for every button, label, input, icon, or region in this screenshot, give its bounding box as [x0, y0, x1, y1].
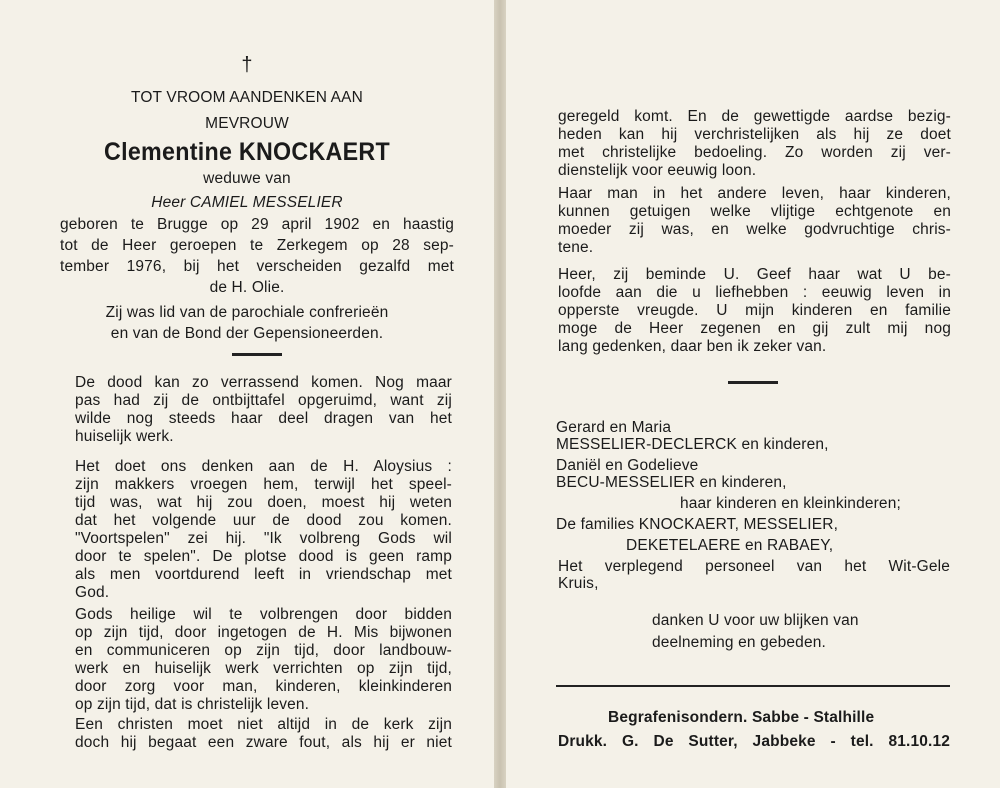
text-line: door zorg voor man, kinderen, kleinkinderen	[75, 678, 452, 695]
text-line: met christelijke bedoeling. Zo worden zij ver-	[558, 144, 951, 161]
divider-rule	[728, 381, 778, 384]
left-page	[0, 0, 494, 788]
family-line: Daniël en Godelieve	[556, 457, 699, 474]
text-line: op zijn tijd, dat is christelijk leven.	[75, 696, 310, 713]
text-line: kunnen getuigen welke vlijtige echtgenote en	[558, 203, 951, 220]
text-line: dat het volgende uur de dood zou komen.	[75, 512, 452, 529]
text-line: geregeld komt. En de gewettigde aardse bezig-	[558, 108, 951, 125]
text-line: Gods heilige wil te volbrengen door bidden	[75, 606, 452, 623]
intro-line: tot de Heer geroepen te Zerkegem op 28 sep-	[60, 237, 454, 254]
deceased-first-name: Clementine	[104, 138, 233, 166]
family-line: DEKETELAERE en RABAEY,	[626, 537, 834, 554]
text-line: God.	[75, 584, 110, 601]
family-line: Kruis,	[558, 575, 599, 592]
intro-line: de H. Olie.	[209, 279, 285, 296]
text-line: huiselijk werk.	[75, 428, 174, 445]
cross-symbol: †	[241, 54, 253, 76]
text-line: tene.	[558, 239, 594, 256]
text-line: dienstelijk voor eeuwig loon.	[558, 162, 757, 179]
footer-rule	[556, 685, 950, 687]
text-line: lang gedenken, daar ben ik zeker van.	[558, 338, 827, 355]
text-line: opperste vreugde. U mijn kinderen en familie	[558, 302, 951, 319]
text-line: werk en huiselijk werk verrichten op zijn tijd,	[75, 660, 452, 677]
text-line: loofde aan die u liefhebben : eeuwig leven in	[558, 284, 951, 301]
text-line: doch hij begaat een zware fout, als hij er niet	[75, 734, 452, 751]
text-line: Heer, zij beminde U. Geef haar wat U be-	[558, 266, 951, 283]
thanks-line: deelneming en gebeden.	[652, 634, 826, 651]
family-line: haar kinderen en kleinkinderen;	[680, 495, 901, 512]
text-line: moeder zij was, en welke godvruchtige chris-	[558, 221, 951, 238]
family-line: MESSELIER-DECLERCK en kinderen,	[556, 436, 829, 453]
intro-line: en van de Bond der Gepensioneerden.	[110, 325, 384, 342]
thanks-line: danken U voor uw blijken van	[652, 612, 859, 629]
deceased-last-name: KNOCKAERT	[238, 138, 390, 166]
text-line: door te spelen". De plotse dood is geen ramp	[75, 548, 452, 565]
text-line: als men voortdurend leeft in vriendschap met	[75, 566, 452, 583]
divider-rule	[232, 353, 282, 356]
funeral-home: Begrafenisondern. Sabbe - Stalhille	[608, 709, 875, 726]
text-line: zijn makkers vroegen hem, terwijl het speel-	[75, 476, 452, 493]
text-line: tijd was, wat hij zou doen, moest hij weten	[75, 494, 452, 511]
family-line: De families KNOCKAERT, MESSELIER,	[556, 516, 839, 533]
text-line: Een christen moet niet altijd in de kerk zijn	[75, 716, 452, 733]
header-line-1: TOT VROOM AANDENKEN AAN	[131, 89, 363, 106]
text-line: pas had zij de ontbijttafel opgeruimd, want zij	[75, 392, 452, 409]
text-line: en communiceren op zijn tijd, door landbouw-	[75, 642, 452, 659]
widow-of-label: weduwe van	[203, 170, 291, 187]
right-page	[506, 0, 1000, 788]
text-line: De dood kan zo verrassend komen. Nog maar	[75, 374, 452, 391]
family-line: BECU-MESSELIER en kinderen,	[556, 474, 787, 491]
text-line: Haar man in het andere leven, haar kinderen,	[558, 185, 951, 202]
family-line: Gerard en Maria	[556, 419, 672, 436]
text-line: wilde nog steeds haar deel dragen van het	[75, 410, 452, 427]
family-line: Het verplegend personeel van het Wit-Gele	[558, 558, 950, 575]
intro-line: tember 1976, bij het verscheiden gezalfd met	[60, 258, 454, 275]
header-line-2: MEVROUW	[205, 115, 289, 132]
printer-line: Drukk. G. De Sutter, Jabbeke - tel. 81.10.12	[558, 733, 950, 750]
text-line: "Voortspelen" zei hij. "Ik volbreng Gods wil	[75, 530, 452, 547]
text-line: Het doet ons denken aan de H. Aloysius :	[75, 458, 452, 475]
deceased-name	[17, 138, 476, 166]
page-fold	[494, 0, 506, 788]
intro-line: Zij was lid van de parochiale confrerieën	[105, 304, 389, 321]
husband-name: Heer CAMIEL MESSELIER	[151, 194, 343, 211]
text-line: op zijn tijd, door ingetogen de H. Mis bijwonen	[75, 624, 452, 641]
text-line: moge de Heer zegenen en gij zult mij nog	[558, 320, 951, 337]
intro-line: geboren te Brugge op 29 april 1902 en haastig	[60, 216, 454, 233]
text-line: heden kan hij verchristelijken als hij ze doet	[558, 126, 951, 143]
